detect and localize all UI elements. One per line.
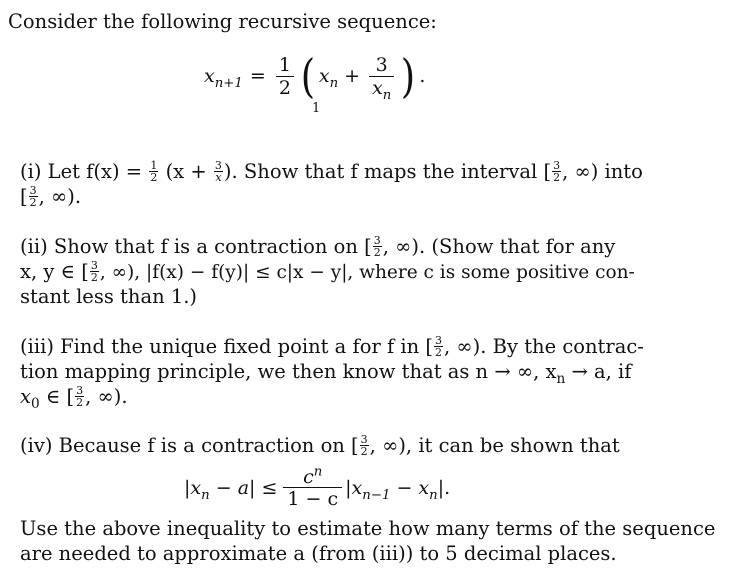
part-ii-line-2: x, y ∈ [ $\frac{3}{2}$ , ∞), |f(x) − f(y)| ≤ c|x − y|, where c is some positive con- <box>20 259 635 284</box>
eq1-equals: = <box>249 65 266 87</box>
part-iii-line-2: tion mapping principle, we then know that as n → ∞, $x_n \to a$, if <box>20 360 632 387</box>
intro-text: Consider the following recursive sequence: <box>8 10 437 33</box>
three-over-x-fraction: $\frac{3}{x}$ <box>214 159 222 184</box>
part-i-paragraph <box>20 159 720 209</box>
part-iii-line-3: $x_0$ ∈ [ $\frac{3}{2}$ , ∞). <box>20 384 128 412</box>
closing-paragraph <box>20 516 720 566</box>
eq1-half-fraction: $\frac{1}{2}$ <box>276 55 294 98</box>
part-iv-line-1: (iv) Because f is a contraction on [ $\frac{3}{2}$ , ∞), it can be shown that <box>20 433 620 458</box>
part-ii-line-1: (ii) Show that f is a contraction on [ $\frac{3}{2}$ , ∞). (Show that for any <box>20 234 616 259</box>
eq2-lhs: $|x_n - a|$ ≤ <box>184 477 278 503</box>
three-halves-fraction: $\frac{3}{2}$ <box>76 384 84 409</box>
closing-line-2: are needed to approximate a (from (iii)) to 5 decimal places. <box>20 542 617 565</box>
eq1-plus: + <box>344 65 361 87</box>
eq1-three-over-x-fraction: $\frac{3}{x_n}$ <box>369 55 394 98</box>
three-halves-fraction: $\frac{3}{2}$ <box>360 433 368 458</box>
part-iv-paragraph <box>20 433 720 458</box>
closing-line-1: Use the above inequality to estimate how many terms of the sequence <box>20 517 716 540</box>
eq2-rhs: $|x_{n-1} - x_n|$. <box>345 477 451 503</box>
eq1-right-paren: ) <box>401 49 416 103</box>
three-halves-fraction: $\frac{3}{2}$ <box>29 184 37 209</box>
half-fraction: $\frac{1}{2}$ <box>150 159 158 184</box>
part-iii-paragraph <box>20 334 720 412</box>
three-halves-fraction: $\frac{3}{2}$ <box>553 159 561 184</box>
part-ii-paragraph <box>20 234 720 309</box>
part-i-line-1: (i) Let f(x) = $\frac{1}{2}$ (x + $\frac{3}{x}$ ). Show that f maps the interval [ $\frac{3}{2}$ , ∞) into <box>20 159 643 184</box>
eq1-term1: $x_n$ <box>318 65 339 91</box>
part-i-line-2: [ $\frac{3}{2}$ , ∞). <box>20 184 82 209</box>
three-halves-fraction: $\frac{3}{2}$ <box>435 334 442 359</box>
three-halves-fraction: $\frac{3}{2}$ <box>90 259 98 284</box>
eq2-fraction: $\frac{c^n}{1 - c}$ <box>283 467 342 509</box>
three-halves-fraction: $\frac{3}{2}$ <box>373 234 381 259</box>
eq1-left-paren: ( <box>300 49 316 103</box>
equation-number: 1 <box>312 101 321 116</box>
part-iii-line-1: (iii) Find the unique fixed point a for f in [ $\frac{3}{2}$ , ∞). By the contrac- <box>20 334 644 359</box>
part-ii-line-3: stant less than 1.) <box>20 285 198 308</box>
error-bound-inequality <box>184 463 450 513</box>
recursive-equation <box>204 43 425 109</box>
eq1-lhs: $x_{n+1}$ <box>204 65 243 91</box>
eq1-period: . <box>419 65 426 87</box>
